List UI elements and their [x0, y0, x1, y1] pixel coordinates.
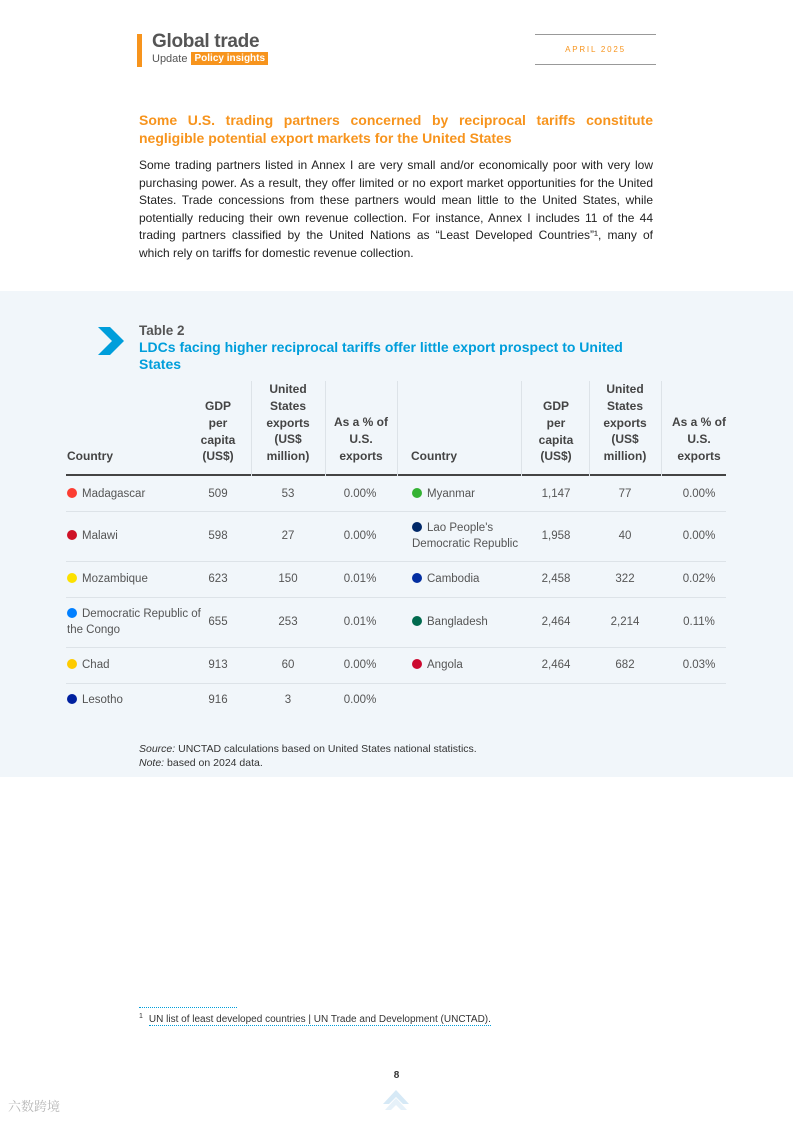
col-header-pct-left: As a % of U.S. exports [334, 415, 389, 463]
col-header-gdp-left: GDP per capita (US$) [200, 399, 236, 464]
us-exports-cell: 322 [615, 573, 635, 585]
country-cell [67, 476, 207, 511]
share-of-exports-cell: 0.02% [682, 573, 716, 585]
gdp-per-capita-cell: 2,458 [541, 573, 571, 585]
country-cell [67, 511, 207, 561]
publication-title: Global trade [152, 31, 260, 52]
country-name-wrap [67, 571, 148, 587]
country-flag-icon [412, 488, 422, 498]
gdp-per-capita-cell: 1,958 [541, 530, 571, 542]
note-label: Note: [139, 757, 165, 769]
share-of-exports-cell: 0.00% [682, 487, 716, 500]
country-cell [412, 511, 537, 561]
country-name: Madagascar [82, 487, 146, 500]
gdp-per-capita-cell: 1,147 [541, 487, 571, 500]
share-of-exports-cell: 0.01% [343, 573, 377, 585]
share-of-exports-cell: 0.00% [343, 659, 377, 671]
col-header-exports-right: United States exports (US$ million) [603, 382, 647, 464]
us-exports-cell: 77 [618, 487, 632, 500]
table-row [66, 683, 726, 717]
col-header-pct-right: As a % of U.S. exports [672, 415, 727, 463]
country-cell [67, 561, 207, 597]
country-name-wrap [67, 692, 123, 708]
country-name: Lao People's Democratic Republic [412, 522, 519, 550]
country-name: Chad [82, 659, 110, 671]
gdp-per-capita-cell: 623 [208, 573, 228, 585]
column-divider [521, 381, 522, 476]
gdp-per-capita-cell: 509 [208, 487, 228, 500]
footnote-number: 1 [139, 1013, 143, 1020]
country-name-wrap [412, 486, 475, 502]
country-name: Myanmar [427, 487, 475, 500]
column-divider [397, 381, 398, 476]
publication-subtitle [152, 52, 268, 65]
table-row [66, 597, 726, 648]
source-label: Source: [139, 743, 176, 755]
country-cell [412, 561, 537, 597]
country-cell [412, 476, 537, 511]
gdp-per-capita-cell: 2,464 [541, 616, 571, 628]
col-header-gdp-right: GDP per capita (US$) [538, 399, 574, 464]
country-name-wrap [67, 657, 110, 673]
share-of-exports-cell: 0.03% [682, 659, 716, 671]
us-exports-cell: 53 [281, 487, 295, 500]
gdp-per-capita-cell: 913 [208, 659, 228, 671]
country-name: Democratic Republic of the Congo [67, 608, 201, 636]
us-exports-cell: 27 [281, 530, 295, 542]
us-exports-cell: 3 [284, 694, 292, 706]
share-of-exports-cell: 0.00% [682, 530, 716, 542]
share-of-exports-cell: 0.00% [343, 530, 377, 542]
footnote [139, 1013, 491, 1025]
country-name: Cambodia [427, 573, 480, 585]
share-of-exports-cell: 0.01% [343, 616, 377, 628]
col-header-country-right: Country [411, 449, 457, 463]
country-name: Lesotho [82, 694, 123, 706]
country-flag-icon [412, 616, 422, 626]
country-flag-icon [412, 573, 422, 583]
us-exports-cell: 40 [618, 530, 632, 542]
country-name-wrap [412, 614, 488, 630]
country-name: Malawi [82, 530, 118, 542]
update-label: Update [152, 52, 188, 65]
country-flag-icon [67, 573, 77, 583]
country-name-wrap [67, 486, 145, 502]
gdp-per-capita-cell: 655 [208, 616, 228, 628]
column-divider [661, 381, 662, 476]
country-flag-icon [67, 694, 77, 704]
us-exports-cell: 60 [281, 659, 295, 671]
issue-date: APRIL 2025 [535, 34, 656, 65]
source-text: UNCTAD calculations based on United States national statistics. [175, 743, 477, 755]
us-exports-cell: 253 [278, 616, 298, 628]
note-text: based on 2024 data. [164, 757, 263, 769]
country-cell [412, 647, 537, 683]
gdp-per-capita-cell: 598 [208, 530, 228, 542]
column-divider [251, 381, 252, 476]
gdp-per-capita-cell: 2,464 [541, 659, 571, 671]
share-of-exports-cell: 0.00% [343, 694, 377, 706]
country-name-wrap [412, 520, 537, 552]
country-flag-icon [67, 488, 77, 498]
country-name-wrap [67, 528, 118, 544]
country-flag-icon [67, 608, 77, 618]
country-name-wrap [412, 571, 479, 587]
country-name-wrap [67, 606, 207, 638]
footnote-rule [139, 1007, 237, 1008]
country-flag-icon [412, 522, 422, 532]
col-header-country-left: Country [67, 449, 113, 463]
table-source [139, 742, 477, 770]
chevron-right-icon [96, 327, 124, 355]
country-name: Bangladesh [427, 616, 488, 628]
table-row [66, 561, 726, 598]
column-divider [325, 381, 326, 476]
policy-insights-badge: Policy insights [191, 52, 268, 65]
country-name-wrap [412, 657, 463, 673]
header-accent-bar [137, 34, 142, 67]
us-exports-cell: 2,214 [610, 616, 640, 628]
country-flag-icon [412, 659, 422, 669]
table-row [66, 647, 726, 684]
country-cell [67, 683, 207, 717]
scroll-up-icon[interactable] [383, 1090, 409, 1112]
country-cell [412, 597, 537, 647]
country-cell [67, 647, 207, 683]
col-header-exports-left: United States exports (US$ million) [266, 382, 310, 464]
country-flag-icon [67, 659, 77, 669]
us-exports-cell: 682 [615, 659, 635, 671]
section-heading: Some U.S. trading partners concerned by reciprocal tariffs constitute negligible potential export markets for the United States [139, 112, 653, 146]
share-of-exports-cell: 0.11% [683, 616, 715, 628]
table-row [66, 476, 726, 512]
country-flag-icon [67, 530, 77, 540]
country-name: Mozambique [82, 573, 148, 585]
gdp-per-capita-cell: 916 [208, 694, 228, 706]
table-title: LDCs facing higher reciprocal tariffs offer little export prospect to United States [139, 339, 623, 372]
share-of-exports-cell: 0.00% [343, 487, 377, 500]
country-name: Angola [427, 659, 463, 671]
table-row [66, 511, 726, 562]
column-divider [589, 381, 590, 476]
section-paragraph: Some trading partners listed in Annex I are very small and/or economically poor with very low purchasing power. As a result, they offer limited or no export market opportunities for the United States. Trade concessions from these partners would mean little to the United States, while potentially reducing their own revenue collection. For instance, Annex I includes 11 of the 44 trading partners classified by the United Nations as “Least Developed Countries”¹, many of which rely on tariffs for domestic revenue collection. [139, 158, 653, 260]
footnote-link[interactable]: UN list of least developed countries | UN Trade and Development (UNCTAD). [148, 1014, 491, 1026]
us-exports-cell: 150 [278, 573, 298, 585]
page-number: 8 [393, 1070, 400, 1081]
table-label: Table 2 [139, 323, 185, 338]
country-cell [67, 597, 207, 647]
watermark: 六数跨境 [8, 1099, 61, 1114]
